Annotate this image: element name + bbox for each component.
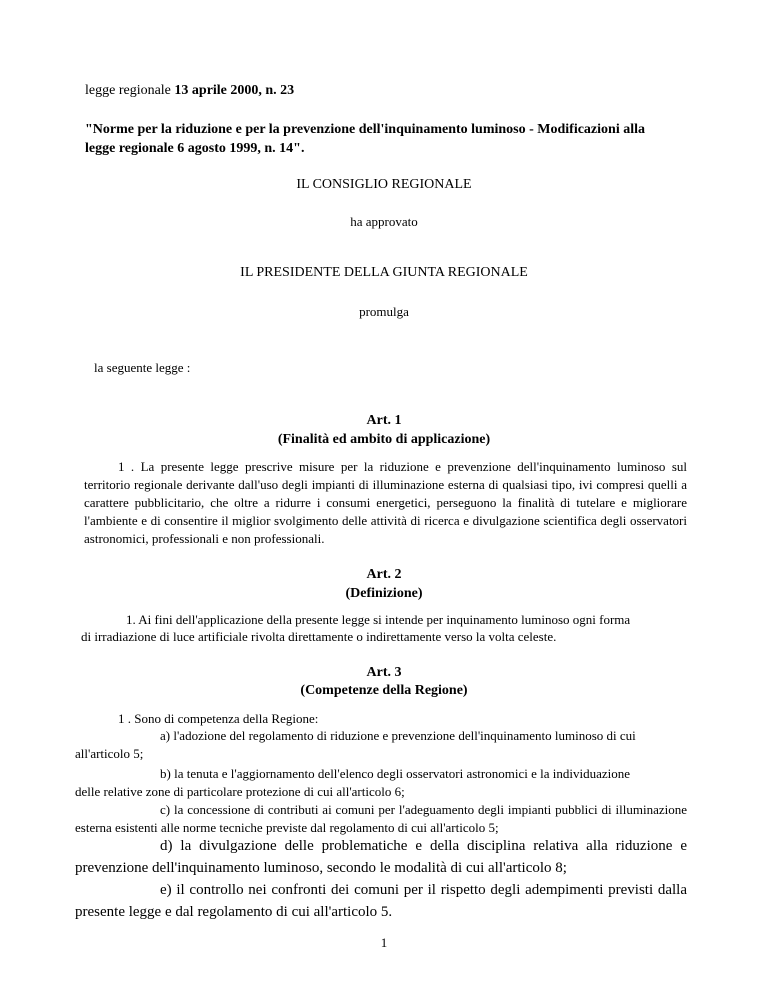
art3-item-d: d) la divulgazione delle problematiche e della disciplina relativa alla riduzione e prevenzione dell'inquinamento luminoso, secondo le modalità di cui all'articolo 8; xyxy=(75,838,687,876)
art1-heading: (Finalità ed ambito di applicazione) xyxy=(277,432,491,447)
art3-item-a-line-2: all'articolo 5; xyxy=(75,746,144,761)
art3-number: Art. 3 xyxy=(366,665,402,680)
council-heading: IL CONSIGLIO REGIONALE xyxy=(296,177,472,192)
art2-line-1: 1. Ai fini dell'applicazione della presente legge si intende per inquinamento luminoso ogni forma xyxy=(126,612,631,627)
art2-heading: (Definizione) xyxy=(345,586,423,601)
following-law-line: la seguente legge : xyxy=(94,360,191,375)
art3-item-b-line-1: b) la tenuta e l'aggiornamento dell'elenco degli osservatori astronomici e la individuazione xyxy=(160,766,630,781)
promulgates-line: promulga xyxy=(359,304,409,319)
art2-line-2: di irradiazione di luce artificiale rivolta direttamente o indirettamente verso la volta celeste. xyxy=(81,629,557,644)
art3-item-a-line-1: a) l'adozione del regolamento di riduzione e prevenzione dell'inquinamento luminoso di cui xyxy=(160,728,636,743)
art3-item-e: e) il controllo nei confronti dei comuni per il rispetto degli adempimenti previsti dalla presente legge e dal regolamento di cui all'articolo 5. xyxy=(75,882,687,920)
law-title-line-1: "Norme per la riduzione e per la prevenzione dell'inquinamento luminoso - Modificazioni alla xyxy=(85,122,645,137)
law-reference xyxy=(85,81,294,100)
art1-paragraph: 1 . La presente legge prescrive misure per la riduzione e prevenzione dell'inquinamento luminoso sul territorio regionale derivante dall'uso degli impianti di illuminazione esterna di qualsiasi tipo, ivi compresi quelli a carattere pubblicitario, che oltre a ridurre i consumi energetici, perseguono la finalità di tutelare e migliorare l'ambiente e di consentire il miglior svolgimento delle attività di ricerca e divulgazione scientifica degli osservatori astronomici, professionali e non professionali. xyxy=(84,459,687,546)
art1-number: Art. 1 xyxy=(366,413,402,428)
law-date: 13 aprile 2000, n. 23 xyxy=(174,83,295,98)
art2-number: Art. 2 xyxy=(366,567,402,582)
art3-item-c: c) la concessione di contributi ai comuni per l'adeguamento degli impianti pubblici di illuminazione esterna esistenti alle norme tecniche previste dal regolamento di cui all'articolo 5; xyxy=(75,802,687,835)
law-prefix: legge regionale xyxy=(85,83,175,98)
art3-heading: (Competenze della Regione) xyxy=(300,683,468,698)
art3-intro: 1 . Sono di competenza della Regione: xyxy=(118,711,319,726)
art3-item-b-line-2: delle relative zone di particolare protezione di cui all'articolo 6; xyxy=(75,784,405,799)
law-title-line-2: legge regionale 6 agosto 1999, n. 14". xyxy=(85,141,305,156)
page-number: 1 xyxy=(380,935,388,950)
president-heading: IL PRESIDENTE DELLA GIUNTA REGIONALE xyxy=(240,265,528,280)
approved-line: ha approvato xyxy=(350,214,418,229)
